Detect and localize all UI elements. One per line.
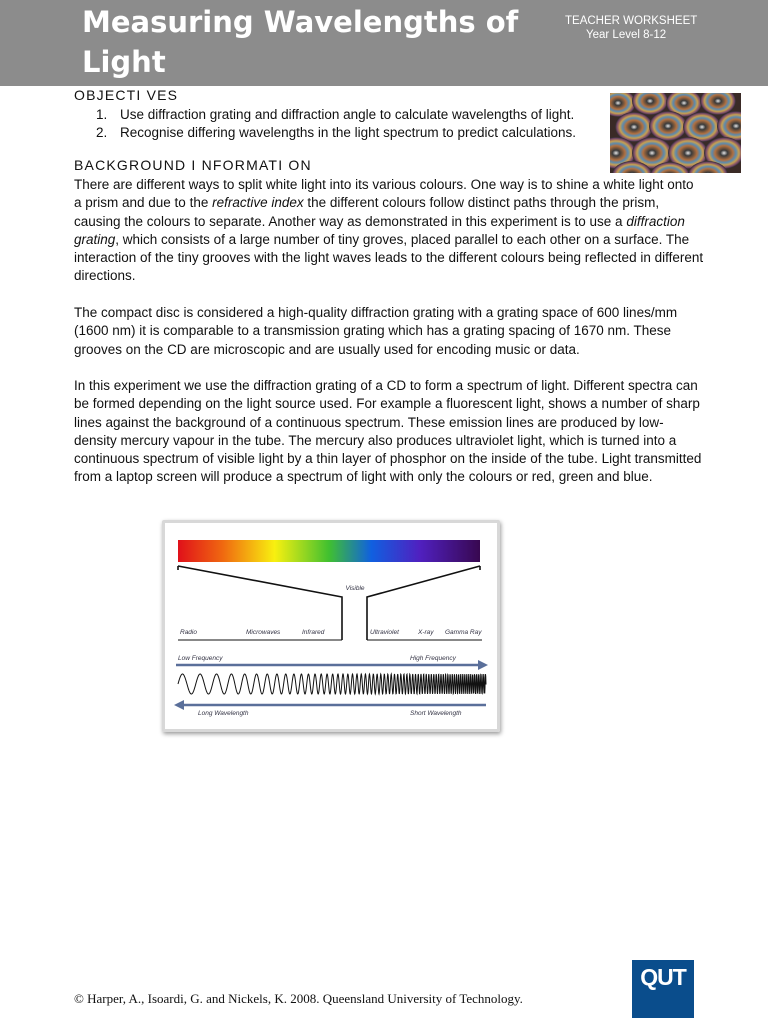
objectives-list [96, 106, 616, 142]
paragraph-text: the different colours follow distinct paths through the prism, causing the colours to separate. Another way as demonstrated in this experiment is to use a [74, 195, 660, 229]
qut-logo-text: QUT [640, 964, 686, 990]
objective-number: 2. [96, 125, 108, 140]
long-wavelength-label: Long Wavelength [198, 710, 249, 717]
objective-text: Use diffraction grating and diffraction angle to calculate wavelengths of light. [120, 107, 575, 122]
background-heading: BACKGROUND I NFORMATI ON [74, 157, 312, 173]
short-wavelength-label: Short Wavelength [410, 710, 462, 717]
background-paragraph-1 [74, 176, 704, 286]
low-frequency-label: Low Frequency [178, 655, 223, 662]
band-infrared: Infrared [302, 629, 325, 636]
band-gamma-ray: Gamma Ray [445, 629, 482, 636]
objective-item [96, 124, 616, 142]
page-header [0, 0, 768, 86]
diffraction-grating-term: diffraction grating [74, 213, 685, 247]
visible-label: Visible [345, 585, 365, 592]
copyright-notice: © Harper, A., Isoardi, G. and Nickels, K. 2008. Queensland University of Technology. [74, 991, 523, 1006]
paragraph-text: , which consists of a large number of tiny groves, placed parallel to each other on a surface. The interaction of the tiny grooves with the light waves leads to the different colours being reflected in different directions. [74, 231, 704, 284]
page-title: Measuring Wavelengths of Light [82, 5, 519, 79]
cd-stack-image [610, 93, 741, 173]
year-level: Year Level 8-12 [586, 29, 667, 41]
background-paragraph-2 [74, 304, 704, 359]
em-spectrum-diagram [162, 520, 500, 732]
visible-color-bar [178, 540, 480, 562]
band-radio: Radio [180, 629, 197, 636]
objectives-heading: OBJECTI VES [74, 87, 179, 103]
band-xray: X-ray [418, 629, 434, 636]
visible-funnel [178, 566, 480, 640]
worksheet-type: TEACHER WORKSHEET [565, 15, 698, 27]
paragraph-text: In this experiment we use the diffraction grating of a CD to form a spectrum of light. Different spectra can be formed depending on the light source used. For example a fluorescent light, shows a number of sharp lines against the background of a continuous spectrum. These emission lines are produced by low-density mercury vapour in the tube. The mercury also produces ultraviolet light, which is turned into a continuous spectrum of visible light by a thin layer of phosphor on the inside of the tube. Light transmitted from a laptop screen will produce a spectrum of light with only the colours or red, green and blue. [74, 378, 702, 485]
band-microwaves: Microwaves [246, 629, 281, 636]
objective-text: Recognise differing wavelengths in the light spectrum to predict calculations. [120, 125, 577, 140]
band-ultraviolet: Ultraviolet [370, 629, 399, 636]
high-frequency-label: High Frequency [410, 655, 456, 662]
qut-logo [632, 960, 694, 1018]
wave-illustration [178, 674, 486, 694]
wavelength-arrow [174, 700, 486, 710]
paragraph-text: The compact disc is considered a high-quality diffraction grating with a grating space of 600 lines/mm (1600 nm) it is comparable to a transmission grating which has a grating spacing of 1670 nm. These grooves on the CD are microscopic and are usually used for encoding music or data. [74, 305, 678, 357]
objective-item [96, 106, 616, 124]
objective-number: 1. [96, 107, 108, 122]
paragraph-text: There are different ways to split white light into its various colours. One way is to shine a white light onto a prism and due to the [74, 177, 694, 211]
background-paragraph-3 [74, 377, 704, 487]
refractive-index-term: refractive index [212, 195, 304, 211]
